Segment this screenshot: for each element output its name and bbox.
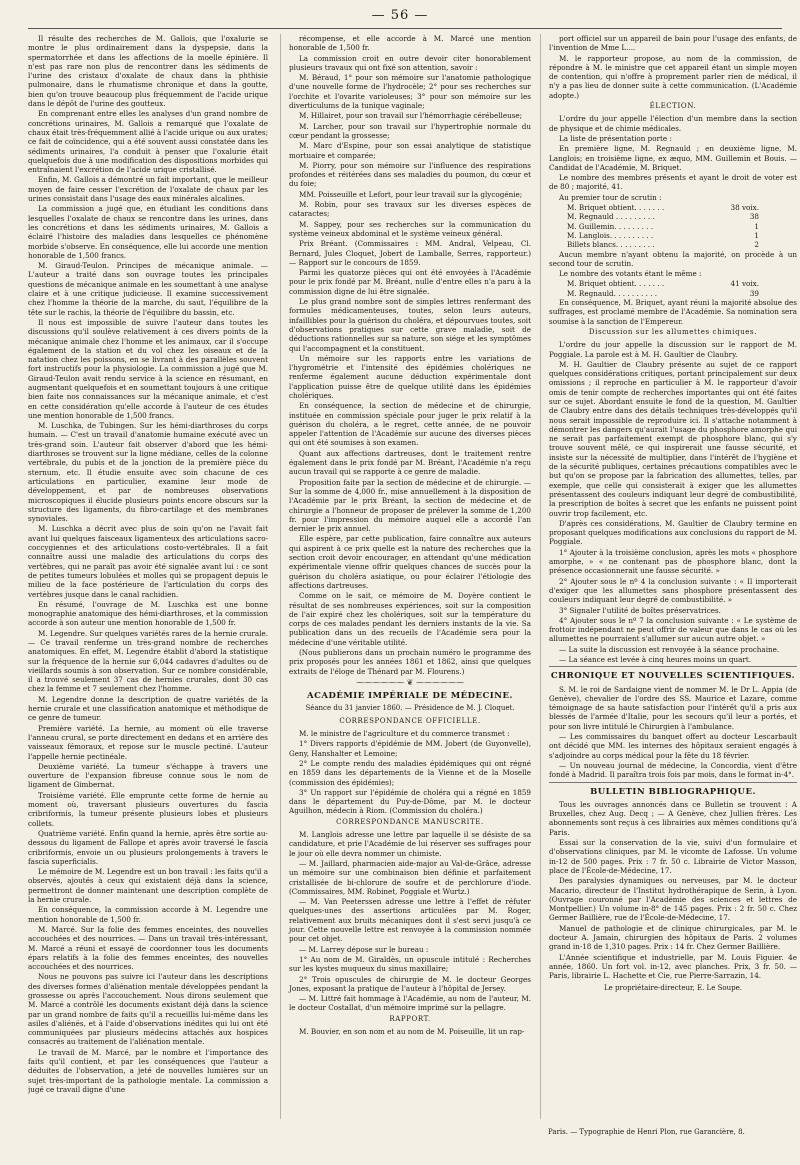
paragraph: Aucun membre n'ayant obtenu la majorité, on procède à un second tour de scrutin. (549, 249, 797, 268)
paragraph: M. H. Gaultier de Claubry présente au sujet de ce rapport quelques considérations critiques, portant principalement sur deux omissions ; il reproche en particulier à M. le rapporteur d'avoir omis de tenir compte de recherches importantes qui ont été faites sur ce sujet. Abordant ensuite le fond de la question, M. Gaultier de Claubry entre dans des détails techniques très-développés qu'il nous serait impossible de reproduire ici. Il s'attache notamment à démontrer les dangers qu'aurait l'usage du phosphore amorphe qui ne serait pas parfaitement exempt de phosphore blanc, qui s'y trouve souvent mêlé, ce qui inspirerait une fausse sécurité, et insiste sur la nécessité de multiplier, dans l'intérêt de l'hygiène et de la sécurité publiques, certaines précautions compatibles avec le but qu'on se propose par la fabrication des allumettes, telles, par exemple, que celle qui consisterait à exiger que les allumettes présentassent des couleurs indiquant leur degré de combustibilité, la prescription de boîtes à secret que les enfants ne puissent point ouvrir trop facilement, etc. (549, 359, 797, 518)
paragraph: — M. Larrey dépose sur le bureau : (299, 944, 429, 954)
subheading-correspondance-officielle: CORRESPONDANCE OFFICIELLE. (339, 716, 481, 725)
paragraph: Des paralysies dynamiques ou nerveuses, par M. le docteur Macario, directeur de l'Institut hydrothérapique de Serin, à Lyon. (Ouvrage couronné par l'Académie des sciences et lettres de Montpellier.) Un volume in-8° de 145 pages. Prix : 2 fr. 50 c. Chez Germer Baillière, rue de l'École-de-Médecine, 17. (549, 876, 797, 923)
paragraph: Première variété. La hernie, au moment où elle traverse l'anneau crural, se porte directement en dedans et en arrière des vaisseaux fémoraux, et repose sur le muscle pectiné. L'auteur l'appelle hernie pectinéale. (28, 723, 268, 761)
paragraph: — M. Van Peeterssen adresse une lettre à l'effet de réfuter quelques-unes des assertions articulées par M. Roger, relativement aux bruits mécaniques dont il s'est servi jusqu'à ce jour. Cette nouvelle lettre est renvoyée à la commission nommée pour cet objet. (289, 897, 531, 944)
paragraph: M. Sappey, pour ses recherches sur la communication du système veineux abdominal et le système veineux général. (289, 219, 531, 238)
paragraph: S. M. le roi de Sardaigne vient de nommer M. le Dr L. Appia (de Genève), chevalier de l'ordre des SS. Maurice et Lazare, comme témoignage de sa haute satisfaction pour l'intérêt qu'il a pris aux blessés de l'armée d'Italie, pour les secours qu'il leur a portés, et pour son livre intitulé le Chirurgien à l'ambulance. (549, 684, 797, 731)
paragraph: Prix Bréant. (Commissaires : MM. Andral, Velpeau, Cl. Bernard, Jules Cloquet, Jobert de Lamballe, Serres, rapporteur.) — Rapport sur le concours de 1859. (289, 239, 531, 267)
vote-row: M. Regnauld . . . . . . . . . 38 (567, 212, 759, 222)
vote-table-first-round (549, 203, 797, 249)
paragraph: Tous les ouvrages annoncés dans ce Bulletin se trouvent : A Bruxelles, chez Aug. Decq ; — A Genève, chez Jullien frères. Les abonnements sont reçus à ces librairies aux mêmes conditions qu'à Paris. (549, 799, 797, 837)
ornament-divider: ⁓⁓⁓⁓⁓⁓ ❦ ⁓⁓⁓⁓⁓⁓ (356, 677, 464, 687)
paragraph: Il résulte des recherches de M. Gallois, que l'oxalurie se montre le plus ordinairement dans la dyspepsie, dans la spermatorrhée et dans les affections de la moelle épinière. Il n'est pas rare non plus de rencontrer dans les sédiments de l'urine des cristaux d'oxalate de chaux dans la phthisie pulmonaire, dans le rhumatisme chronique et dans la goutte, bien qu'on trouve beaucoup plus fréquemment de l'acide urique dans le dépôt de l'urine des goutteux. (28, 34, 268, 109)
paragraph: M. Piorry, pour son mémoire sur l'influence des respirations profondes et réitérées dans ses maladies du poumon, du cœur et du foie; (289, 160, 531, 189)
paragraph: L'Année scientifique et industrielle, par M. Louis Figuier. 4e année, 1860. Un fort vol. in-12, avec planches. Prix, 3 fr. 50. — Paris, librairie L. Hachette et Cie, rue Pierre-Sarrazin, 14. (549, 952, 797, 981)
paragraph: — La suite la discussion est renvoyée à la séance prochaine. (559, 644, 780, 654)
paragraph: D'après ces considérations, M. Gaultier de Claubry termine en proposant quelques modifications aux conclusions du rapport de M. Poggiale. (549, 518, 797, 547)
paragraph: M. le ministre de l'agriculture et du commerce transmet : (299, 729, 510, 739)
paragraph: Enfin, M. Gallois a démontré un fait important, que le meilleur moyen de faire cesser l'excrétion de l'oxalate de chaux par les urines consistait dans l'usage des eaux minérales alcalines. (28, 175, 268, 204)
subheading-correspondance-manuscrite: CORRESPONDANCE MANUSCRITE. (336, 817, 484, 826)
paragraph: M. Luschka, de Tubingen. Sur les hémi-diarthroses du corps humain. — C'est un travail d'anatomie humaine exécuté avec un très-grand soin. L'auteur fait observer d'abord que les hémi-diarthroses se trouvent sur la ligne médiane, celles de la colonne vertébrale, du pubis et de la jonction de la première pièce du sternum, etc. Il étudie ensuite avec soin chacune de ces articulations en particulier, examine leur mode de développement, et par de nombreuses observations microscopiques il élucide plusieurs points encore obscurs sur la structure des ligaments, du fibro-cartilage et des membranes synoviales. (28, 421, 268, 524)
paragraph: 1° Ajouter à la troisième conclusion, après les mots « phosphore amorphe, » « ne contenant pas de phosphore blanc, dont la présence occasionnerait une fausse sécurité. » (549, 547, 797, 576)
paragraph: — Les commissaires du banquet offert au docteur Lescarbault ont décidé que MM. les internes des hôpitaux seraient engagés à s'adjoindre au corps médical pour la fête du 18 février. (549, 732, 797, 760)
column-middle (280, 34, 531, 1119)
paragraph: M. Béraud, 1° pour son mémoire sur l'anatomie pathologique d'une nouvelle forme de l'hydrocèle; 2° pour ses recherches sur l'orchite et l'ovarite varioleuses; 3° pour son mémoire sur les diverticulums de la tunique vaginale; (289, 73, 531, 111)
vote-row: Billets blancs. . . . . . . . . 2 (567, 240, 759, 250)
page-number: — 56 — (371, 8, 429, 23)
paragraph: — M. Littré fait hommage à l'Académie, au nom de l'auteur, M. le docteur Costallat, d'un mémoire imprimé sur la pellagre. (289, 994, 531, 1013)
paragraph: M. Robin, pour ses travaux sur les diverses espèces de cataractes; (289, 200, 531, 219)
paragraph: En conséquence, M. Briquet, ayant réuni la majorité absolue des suffrages, est proclamé membre de l'Académie. Sa nomination sera soumise à la sanction de l'Empereur. (549, 298, 797, 326)
paragraph: 3° Un rapport sur l'épidémie de choléra qui a régné en 1859 dans le département du Puy-de-Dôme, par M. le docteur Aguilhon, médecin à Riom. (Commission du choléra.) (289, 787, 531, 816)
paragraph: port officiel sur un appareil de bain pour l'usage des enfants, de l'invention de Mme L.... (549, 34, 797, 53)
paragraph: Le mémoire de M. Legendre est un bon travail : les faits qu'il a observés, ajoutés à ceux qui existaient déjà dans la science, permettront de donner maintenant une description complète de la hernie crurale. (28, 867, 268, 905)
paragraph: M. Bouvier, en son nom et au nom de M. Poiseuille, lit un rap- (299, 1026, 525, 1036)
paragraph: Le plus grand nombre sont de simples lettres renfermant des formules médicamenteuses, toutes, selon leurs auteurs, infaillibles pour la guérison du choléra, et dépourvues toutes, soit d'observations pratiques sur cette grave maladie, soit de déductions rationnelles sur sa nature, son siége et les symptômes qui l'accompagnent et la constituent. (289, 297, 531, 353)
paragraph: L'ordre du jour appelle l'élection d'un membre dans la section de physique et de chimie médicales. (549, 114, 797, 133)
paragraph: Le nombre des votants étant le même : (559, 269, 702, 279)
divider (549, 666, 797, 667)
section-heading-bulletin: BULLETIN BIBLIOGRAPHIQUE. (590, 786, 756, 797)
paragraph: La commission a jugé que, en étudiant les conditions dans lesquelles l'oxalate de chaux se rencontre dans les urines, dans les concrétions et dans les sédiments urinaires, M. Gallois a éclairé l'histoire des maladies dans lesquelles ce phénomène morbide s'observe. En conséquence, elle lui accorde une mention honorable de 1,500 francs. (28, 204, 268, 260)
paragraph: Elle espère, par cette publication, faire connaître aux auteurs qui aspirent à ce prix quelle est la nature des recherches que la section croit devoir encourager, en attendant qu'une médication expérimentale vienne offrir quelques chances de succès pour la guérison du choléra asiatique, ou pour éclairer l'étiologie des affections dartreuses. (289, 534, 531, 590)
paragraph: 1° Divers rapports d'épidémie de MM. Jobert (de Guyonvelle), Geny, Hanshalter et Lemoine; (289, 739, 531, 758)
paragraph: Comme on le sait, ce mémoire de M. Doyère contient le résultat de ses nombreuses expériences, soit sur la composition de l'air expiré chez les cholériques, soit sur la température du corps de ces malades pendant les derniers instants de la vie. Sa publication dans un des recueils de l'Académie sera pour la médecine d'une véritable utilité. (289, 591, 531, 647)
vote-row: M. Briquet obtient. . . . . . . 41 voix. (567, 279, 759, 289)
proprietaire-line: Le propriétaire-directeur, E. Le Soupe. (604, 983, 742, 992)
subheading-election: ÉLECTION. (649, 102, 697, 111)
paragraph: M. Larcher, pour son travail sur l'hypertrophie normale du cœur pendant la grossesse; (289, 121, 531, 140)
paragraph: Nous ne pouvons pas suivre ici l'auteur dans les descriptions des diverses formes d'aliénation mentale développées pendant la grossesse ou après l'accouchement. Nous dirons seulement que M. Marcé a contrôlé les documents existant déjà dans la science par un grand nombre de faits qu'il a recueillis lui-même dans les asiles d'aliénés, et à l'aide d'observations inédites qui lui ont été communiquées par plusieurs médecins attachés aux hospices consacrés au traitement de l'aliénation mentale. (28, 972, 268, 1047)
column-right (540, 34, 797, 1119)
paragraph: L'ordre du jour appelle la discussion sur le rapport de M. Poggiale. La parole est à M. H. Gaultier de Claubry. (549, 340, 797, 359)
paragraph: (Nous publierons dans un prochain numéro le programme des prix proposés pour les années 1861 et 1862, ainsi que quelques extraits de l'éloge de Thénard par M. Flourens.) (289, 648, 531, 676)
paragraph: Essai sur la conservation de la vie, suivi d'un formulaire et d'observations cliniques, par M. le vicomte de Lafosse. Un volume in-12 de 500 pages. Prix : 7 fr. 50 c. Librairie de Victor Masson, place de l'École-de-Médecine, 17. (549, 838, 797, 875)
paragraph: M. Luschka a décrit avec plus de soin qu'on ne l'avait fait avant lui quelques faisceaux ligamenteux des articulations sacro-coccygiennes et des articulations costo-vertébrales. Il a fait connaître aussi une maladie des articulations du corps des vertèbres, qui ne paraît pas avoir été signalée avant lui : ce sont de petites tumeurs lobulées et molles qui se propagent depuis le milieu de la face postérieure de l'articulation du corps des vertèbres jusque dans le canal rachidien. (28, 524, 268, 599)
paragraph: Quatrième variété. Enfin quand la hernie, après être sortie au-dessous du ligament de Fallope et après avoir traversé le fascia cribriformis, envoie un ou plusieurs prolongements à travers le fascia superficialis. (28, 828, 268, 866)
paragraph: Un mémoire sur les rapports entre les variations de l'hygrométrie et l'intensité des épidémies cholériques ne renferme également aucune déduction expérimentale dont l'application puisse être de quelque utilité dans les épidémies cholériques. (289, 353, 531, 400)
paragraph: Au premier tour de scrutin : (559, 192, 662, 202)
paragraph: Deuxième variété. La tumeur s'échappe à travers une ouverture de l'expansion fibreuse connue sous le nom de ligament de Gimbernat. (28, 761, 268, 790)
paragraph: 2° Trois opuscules de chirurgie de M. le docteur Georges Jones, exposant la pratique de l'auteur à l'hôpital de Jersey. (289, 974, 531, 993)
paragraph: Troisième variété. Elle emprunte cette forme de hernie au moment où, traversant plusieurs ouvertures du fascia cribriformis, la tumeur présente plusieurs lobes et plusieurs collets. (28, 790, 268, 828)
paragraph: En première ligne, M. Regnauld ; en deuxième ligne, M. Langlois; en troisième ligne, ex æquo, MM. Guillemin et Bouis. — Candidat de l'Académie, M. Briquet. (549, 144, 797, 172)
subheading-discussion: Discussion sur les allumettes chimiques. (588, 327, 758, 336)
paragraph: La commission croit en outre devoir citer honorablement plusieurs travaux qui ont fixé son attention, savoir : (289, 53, 531, 72)
paragraph: M. le rapporteur propose, au nom de la commission, de répondre à M. le ministre que cet appareil étant un simple moyen de contention, qui n'offre à proprement parler rien de médical, il n'y a pas lieu de donner suite à cette communication. (L'Académie adopte.) (549, 53, 797, 100)
paragraph: M. Marc d'Espine, pour son essai analytique de statistique mortuaire et comparée; (289, 141, 531, 160)
paragraph: Le travail de M. Marcé, par le nombre et l'importance des faits qu'il contient, et par les conséquences que l'auteur a déduites de l'observation, a jeté de nouvelles lumières sur un sujet très-important de la pathologie mentale. La commission a jugé ce travail digne d'une (28, 1047, 268, 1094)
paragraph: M. Giraud-Teulon. Principes de mécanique animale. — L'auteur a traité dans son ouvrage toutes les principales questions de mécanique animale en les soumettant à une analyse claire et à une critique judicieuse. Il examine successivement chez l'homme la théorie de la marche, du saut, l'équilibre de la tête sur le rachis, la théorie de l'équilibre du bassin, etc. (28, 261, 268, 317)
section-heading-chronique: CHRONIQUE ET NOUVELLES SCIENTIFIQUES. (550, 671, 796, 682)
paragraph: 4° Ajouter sous le nº 7 la conclusion suivante : « Le système de frottoir indépendant ne peut offrir de valeur que dans le cas où les allumettes ne pourraient s'allumer sur aucun autre objet. » (549, 615, 797, 644)
paragraph: — La séance est levée à cinq heures moins un quart. (559, 655, 752, 664)
vote-row: M. Guillemin. . . . . . . . . 1 (567, 221, 759, 231)
session-line: Séance du 31 janvier 1860. — Présidence de M. J. Cloquet. (305, 704, 515, 713)
vote-row: M. Langlois. . . . . . . . . . 1 (567, 230, 759, 240)
paragraph: — Un nouveau journal de médecine, la Concordia, vient d'être fondé à Madrid. Il paraîtra trois fois par mois, dans le format in-4°. (549, 760, 797, 780)
printer-imprint: Paris. — Typographie de Henri Plon, rue Garancière, 8. (548, 1128, 745, 1136)
column-left (28, 34, 268, 1119)
paragraph: Le nombre des membres présents et ayant le droit de voter est de 80 ; majorité, 41. (549, 173, 797, 192)
paragraph: 1° Au nom de M. Giraldès, un opuscule intitulé : Recherches sur les kystes muqueux du sinus maxillaire; (289, 954, 531, 974)
paragraph: M. Legendre. Sur quelques variétés rares de la hernie crurale. — Ce travail renferme un très-grand nombre de recherches anatomiques. En effet, M. Legendre établit d'abord la statistique sur la fréquence de la hernie sur 6,044 cadavres d'adultes ou de vieillards soumis à son observation. Sur ce nombre considérable, il a trouvé seulement 37 cas de hernies crurales, dont 30 cas chez la femme et 7 seulement chez l'homme. (28, 628, 268, 694)
paragraph: Proposition faite par la section de médecine et de chirurgie. — Sur la somme de 4,000 fr., mise annuellement à la disposition de l'Académie par le prix Bréant, la section de médecine et de chirurgie a l'honneur de proposer de prélever la somme de 1,200 fr. pour l'impression du mémoire auquel elle a accordé l'an dernier le prix annuel. (289, 477, 531, 534)
paragraph: M. Langlois adresse une lettre par laquelle il se désiste de sa candidature, et prie l'Académie de lui réserver ses suffrages pour le jour où elle devra nommer un chimiste. (289, 830, 531, 858)
paragraph: La liste de présentation porte : (559, 133, 672, 143)
paragraph: En comprenant entre elles les analyses d'un grand nombre de concrétions urinaires, M. Gallois a remarqué que l'oxalate de chaux était très-fréquemment allié à l'acide urique ou aux urates; ce fait de coïncidence, qui a été souvent aussi constatée dans les sédiments urinaires, l'a conduit à penser que l'oxalurie était quelquefois due à une modification des dispositions morbides qui entraînaient l'excrétion de l'acide urique cristallisé. (28, 109, 268, 175)
paragraph: récompense, et elle accorde à M. Marcé une mention honorable de 1,500 fr. (289, 34, 531, 53)
paragraph: Manuel de pathologie et de clinique chirurgicales, par M. le docteur A. Jamain, chirurgien des hôpitaux de Paris. 2 volumes grand in-18 de 1,310 pages. Prix : 14 fr. Chez Germer Baillière. (549, 923, 797, 952)
section-heading-academie: ACADÉMIE IMPÉRIALE DE MÉDECINE. (307, 691, 513, 702)
paragraph: MM. Poisseuille et Lefort, pour leur travail sur la glycogénie; (299, 189, 523, 199)
paragraph: — M. Jaillard, pharmacien aide-major au Val-de-Grâce, adresse un mémoire sur une combinaison bien définie et parfaitement cristallisée de bi-chlorure de soufre et de perchlorure d'iode. (Commissaires, MM. Robinet, Poggiale et Wurtz.) (289, 858, 531, 896)
paragraph: 2° Le compte rendu des maladies épidémiques qui ont régné en 1859 dans les départements de la Vienne et de la Moselle (commission des épidémies); (289, 758, 531, 787)
paragraph: M. Marcé. Sur la folie des femmes enceintes, des nouvelles accouchées et des nourrices. — Dans un travail très-intéressant, M. Marcé a réuni et essayé de coordonner tous les documents épars relatifs à la folie des femmes enceintes, des nouvelles accouchées et des nourrices. (28, 924, 268, 972)
vote-row: M. Briquet obtient. . . . . . . 38 voix. (567, 203, 759, 213)
paragraph: Parmi les quatorze pièces qui ont été envoyées à l'Académie pour le prix fondé par M. Bréant, nulle d'entre elles n'a paru à la commission digne de lui être signalée. (289, 268, 531, 296)
header-rule (28, 28, 782, 29)
divider (549, 782, 797, 783)
paragraph: 2° Ajouter sous le nº 4 la conclusion suivante : « Il importerait d'exiger que les allumettes sans phosphore présentassent des couleurs indiquant leur degré de combustibilité. » (549, 576, 797, 605)
subheading-rapport: RAPPORT. (389, 1014, 431, 1023)
paragraph: Il nous est impossible de suivre l'auteur dans toutes les discussions qu'il soulève relativement à ces divers points de la mécanique animale chez l'homme et les animaux, car il s'occupe également de la station et du vol chez les oiseaux et de la natation chez les poissons, en se livrant à des parallèles souvent fort instructifs pour la physiologie. La commission a jugé que M. Giraud-Teulon avait rendu service à la science en résumant, en augmentant quelquefois et en soumettant toujours à une critique bien faite nos connaissances sur la mécanique animale, et c'est en cette considération qu'elle accorde à l'auteur de ces études une mention honorable de 1,500 francs. (28, 317, 268, 420)
paragraph: En conséquence, la section de médecine et de chirurgie, instituée en commission spéciale pour juger le prix relatif à la guérison du choléra, a le regret, cette année, de ne pouvoir appeler l'attention de l'Académie sur aucune des diverses pièces qui ont été soumises à son examen. (289, 401, 531, 448)
paragraph: En résumé, l'ouvrage de M. Luschka est une bonne monographie anatomique des hémi-diarthroses, et la commission accorde à son auteur une mention honorable de 1,500 fr. (28, 599, 268, 628)
vote-row: M. Regnauld. . . . . . . . . . 39 (567, 288, 759, 298)
paragraph: Quant aux affections dartreuses, dont le traitement rentre également dans le prix fondé par M. Bréant, l'Académie n'a reçu aucun travail qui se rapporte à ce genre de maladie. (289, 448, 531, 477)
paragraph: 3° Signaler l'utilité de boîtes préservatrices. (559, 605, 721, 615)
vote-table-second-round (549, 279, 797, 298)
paragraph: M. Legendre donne la description de quatre variétés de la hernie crurale et une classification anatomique et méthodique de ce genre de tumeur. (28, 694, 268, 723)
paragraph: En conséquence, la commission accorde à M. Legendre une mention honorable de 1,500 fr. (28, 905, 268, 924)
paragraph: M. Hillairet, pour son travail sur l'hémorrhagie cérébelleuse; (299, 111, 523, 121)
